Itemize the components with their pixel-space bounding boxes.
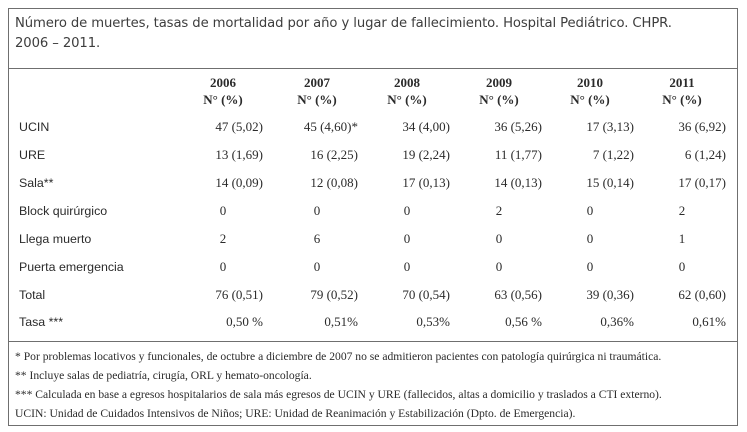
table-cell: 0 bbox=[586, 203, 594, 218]
table-cell: 0 bbox=[313, 259, 321, 274]
table-title bbox=[15, 14, 731, 54]
table-cell: 0 bbox=[403, 259, 411, 274]
table-cell: 11 (1,77) bbox=[494, 147, 542, 162]
column-header-year: 2009 bbox=[486, 75, 512, 90]
table-cell: 0,36% bbox=[600, 314, 634, 329]
table-cell: 19 (2,24) bbox=[402, 147, 450, 162]
table-cell: 39 (0,36) bbox=[586, 287, 634, 302]
table-cell: 0 bbox=[313, 203, 321, 218]
table-cell: 6 (1,24) bbox=[684, 147, 726, 162]
table-cell: 2 bbox=[678, 203, 686, 218]
table-cell: 47 (5,02) bbox=[215, 119, 263, 134]
table-cell: 0,50 % bbox=[226, 314, 263, 329]
table-cell: 0 bbox=[678, 259, 686, 274]
table-cell: 62 (0,60) bbox=[678, 287, 726, 302]
column-header-year: 2011 bbox=[669, 75, 695, 90]
footnote: * Por problemas locativos y funcionales, de octubre a diciembre de 2007 no se admitieron pacientes con patología quirúrgica ni traumática. bbox=[15, 350, 662, 363]
title-divider bbox=[9, 68, 737, 69]
column-header-unit: N° (%) bbox=[479, 92, 519, 107]
table-cell: 12 (0,08) bbox=[310, 175, 358, 190]
table-cell: 7 (1,22) bbox=[592, 147, 634, 162]
table-cell: 14 (0,09) bbox=[215, 175, 263, 190]
table-cell: 0 bbox=[219, 203, 227, 218]
table-divider bbox=[9, 341, 737, 342]
column-header-unit: N° (%) bbox=[387, 92, 427, 107]
row-label: Block quirúrgico bbox=[19, 204, 108, 218]
table-cell: 0,61% bbox=[692, 314, 726, 329]
column-header-year: 2007 bbox=[304, 75, 330, 90]
footnote: UCIN: Unidad de Cuidados Intensivos de Niños; URE: Unidad de Reanimación y Estabilización (Dpto. de Emergencia). bbox=[15, 407, 576, 420]
row-label: UCIN bbox=[19, 120, 50, 134]
footnote: ** Incluye salas de pediatría, cirugía, ORL y hemato-oncología. bbox=[15, 369, 312, 382]
table-cell: 0 bbox=[403, 203, 411, 218]
table-cell: 0 bbox=[495, 259, 503, 274]
column-header-unit: N° (%) bbox=[297, 92, 337, 107]
table-cell: 1 bbox=[678, 231, 686, 246]
table-cell: 63 (0,56) bbox=[494, 287, 542, 302]
table-cell: 0 bbox=[495, 231, 503, 246]
table-cell: 14 (0,13) bbox=[494, 175, 542, 190]
footnotes bbox=[15, 347, 735, 423]
row-label: Tasa *** bbox=[19, 315, 64, 329]
column-header-year: 2008 bbox=[394, 75, 420, 90]
row-label: Llega muerto bbox=[19, 232, 92, 246]
table-cell: 76 (0,51) bbox=[215, 287, 263, 302]
row-label: Puerta emergencia bbox=[19, 260, 124, 274]
table-cell: 45 (4,60)* bbox=[303, 119, 358, 134]
table-cell: 17 (3,13) bbox=[586, 119, 634, 134]
table-cell: 6 bbox=[313, 231, 321, 246]
title-line-2: 2006 – 2011. bbox=[15, 36, 101, 51]
table-cell: 16 (2,25) bbox=[310, 147, 358, 162]
table-cell: 15 (0,14) bbox=[586, 175, 634, 190]
row-label: Total bbox=[19, 288, 46, 302]
column-header-unit: N° (%) bbox=[203, 92, 243, 107]
table-cell: 0 bbox=[403, 231, 411, 246]
column-header-unit: N° (%) bbox=[570, 92, 610, 107]
table-cell: 0,51% bbox=[324, 314, 358, 329]
row-label: URE bbox=[19, 148, 46, 162]
title-line-1: Número de muertes, tasas de mortalidad por año y lugar de fallecimiento. Hospital Pediátrico. CHPR. bbox=[15, 16, 672, 31]
footnote: *** Calculada en base a egresos hospitalarios de sala más egresos de UCIN y URE (fallecidos, altas a domicilio y traslados a CTI externo). bbox=[15, 388, 662, 401]
table-cell: 34 (4,00) bbox=[402, 119, 450, 134]
table-cell: 0 bbox=[586, 231, 594, 246]
table-cell: 17 (0,13) bbox=[402, 175, 450, 190]
table-cell: 0 bbox=[219, 259, 227, 274]
table-cell: 79 (0,52) bbox=[310, 287, 358, 302]
table-cell: 2 bbox=[219, 231, 227, 246]
table-cell: 36 (5,26) bbox=[494, 119, 542, 134]
row-label: Sala** bbox=[19, 176, 54, 190]
table-cell: 0 bbox=[586, 259, 594, 274]
table-frame bbox=[8, 8, 738, 426]
column-header-unit: N° (%) bbox=[662, 92, 702, 107]
column-header-year: 2010 bbox=[577, 75, 603, 90]
table-cell: 13 (1,69) bbox=[215, 147, 263, 162]
table-cell: 0,53% bbox=[416, 314, 450, 329]
table-cell: 70 (0,54) bbox=[402, 287, 450, 302]
table-cell: 36 (6,92) bbox=[678, 119, 726, 134]
table-cell: 0,56 % bbox=[505, 314, 542, 329]
table-cell: 2 bbox=[495, 203, 503, 218]
table-cell: 17 (0,17) bbox=[678, 175, 726, 190]
column-header-year: 2006 bbox=[210, 75, 236, 90]
